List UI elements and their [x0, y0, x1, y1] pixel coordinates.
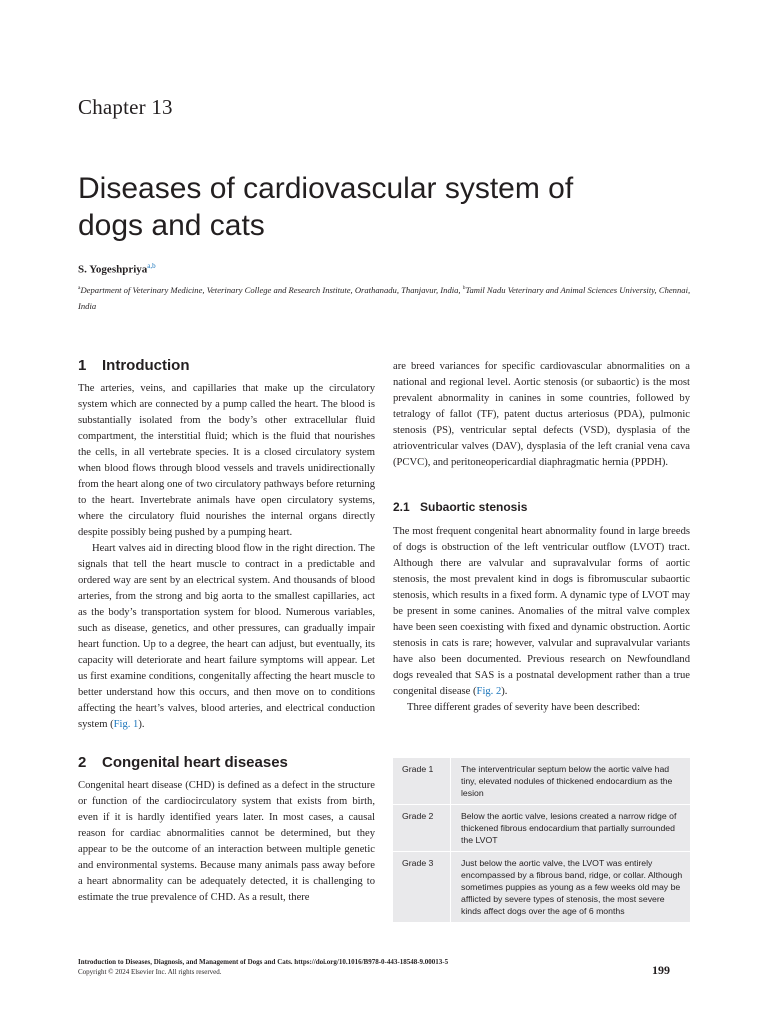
grade-label: Grade 1 [393, 758, 451, 805]
affil-b-mark: b [462, 285, 466, 291]
footer-copyright: Copyright © 2024 Elsevier Inc. All rights reserved. [78, 968, 222, 976]
grade-description: Below the aortic valve, lesions created a narrow ridge of thickened fibrous endocardium that partially surrounded the LVOT [451, 805, 691, 852]
section-1-number: 1 [78, 357, 87, 374]
left-column [78, 358, 375, 906]
grade-description: The interventricular septum below the aortic valve had tiny, elevated nodules of thickened endocardium as the lesion [451, 758, 691, 805]
grade-row [393, 805, 690, 852]
footer-citation: Introduction to Diseases, Diagnosis, and Management of Dogs and Cats. https://doi.org/10.1016/B978-0-443-18548-9.00013-5 [78, 958, 449, 966]
affiliations [78, 280, 698, 314]
author-affil-marks[interactable]: a,b [147, 262, 156, 270]
section-1-heading [78, 358, 375, 374]
title-line-1: Diseases of cardiovascular system of [78, 172, 574, 205]
severity-grades-table [393, 758, 690, 923]
section-2-1-heading [393, 499, 690, 515]
intro-paragraph-1: The arteries, veins, and capillaries that make up the circulatory system which are connected by a pump called the heart. The blood is substantially isolated from the body’s other extracellular fluid compartment, the interstitial fluid; which is the fluid that nourishes the cells, in all vertebrate species. It is a closed circulatory system when blood flows through blood vessels and travels unidirectionally from the heart along one of two circulatory pathways before returning to the heart. Invertebrate animals have open circulatory systems, where the circulatory fluid nourishes the internal organs directly despite possibly being pushed by a pumping heart. [78, 383, 375, 538]
grades-intro: Three different grades of severity have been described: [407, 702, 641, 713]
fig-2-link[interactable]: Fig. 2 [476, 686, 502, 697]
author-name: S. Yogeshpriya [78, 263, 148, 276]
grade-row [393, 758, 690, 805]
affil-b-text: Tamil Nadu Veterinary and Animal Sciences University, Chennai, India [78, 284, 691, 311]
section-1-title: Introduction [102, 357, 190, 374]
fig-1-link[interactable]: Fig. 1 [113, 719, 139, 730]
right-column [393, 359, 690, 716]
section-2-number: 2 [78, 754, 87, 771]
section-2-title: Congenital heart diseases [102, 754, 288, 771]
grade-row [393, 852, 690, 923]
section-2-heading [78, 755, 375, 771]
sas-paragraph-end: ). [501, 686, 508, 697]
title-line-2: dogs and cats [78, 209, 265, 242]
grade-description: Just below the aortic valve, the LVOT was entirely encompassed by a fibrous band, ridge, or collar. Although sometimes puppies as young as a few weeks old may be afflicted by severe types of stenosis, the most severe kinds affect dogs over the age of 6 months [451, 852, 691, 923]
intro-paragraph-2-end: ). [138, 719, 145, 730]
section-2-1-number: 2.1 [393, 500, 410, 514]
grade-label: Grade 3 [393, 852, 451, 923]
page-number: 199 [652, 963, 670, 977]
intro-paragraph-2 [78, 541, 375, 733]
chapter-label: Chapter 13 [78, 95, 173, 119]
grade-label: Grade 2 [393, 805, 451, 852]
section-2-1-title: Subaortic stenosis [420, 500, 528, 514]
sas-paragraph-text: The most frequent congenital heart abnormality found in large breeds of dogs is obstruction of the left ventricular outflow (LVOT) tract. Although there are valvular and supravalvular forms of aortic stenosis, the most prevalent kind in dogs is fibromuscular subaortic stenosis, which results in a fixed form. A dynamic type of LVOT may be present in some canines. Anomalies of the mitral valve complex have been seen coexisting with fixed and dynamic obstruction. Aortic stenosis in cats is rare; however, valvular and supravalvular variants have also been documented. Previous research on Newfoundland dogs revealed that SAS is a postnatal development rather than a true congenital disease ( [393, 526, 690, 697]
breed-variance-paragraph: are breed variances for specific cardiovascular abnormalities on a national and regional level. Aortic stenosis (or subaortic) is the most prevalent abnormality in canines in some countries, followed by tetralogy of fallot (TF), patent ductus arteriosus (PDA), pulmonic stenosis (PS), ventricular septal defects (VSD), dysplasia of the atrioventricular valves (DAV), dysplasia of the left cranial vena cava (PCVC), and peritoneopericardial diaphragmatic hernia (PPDH). [393, 361, 690, 468]
affil-a-text: Department of Veterinary Medicine, Veterinary College and Research Institute, Orathanadu, Thanjavur, India, [80, 284, 461, 295]
chapter-title [78, 170, 678, 244]
author [78, 262, 156, 276]
sas-paragraph [393, 524, 690, 700]
intro-paragraph-2-text: Heart valves aid in directing blood flow in the right direction. The signals that tell the heart muscle to contract in a predictable and ordered way are sent by an electrical system. And thousands of blood arteries, from the strong and big aorta to the smallest capillaries, act as the body’s transportation system for blood. Numerous variables, such as disease, genetics, and other pressures, can gradually impair heart function. Up to a degree, the heart can adjust, but eventually, its capacity will deteriorate and heart failure symptoms will appear. Let us first examine conditions, congenitally affecting the heart muscle to better understand how this occurs, and then move on to conditions affecting the heart’s valves, blood arteries, and electrical conduction system ( [78, 543, 375, 730]
affil-a-mark: a [78, 285, 81, 291]
chd-paragraph: Congenital heart disease (CHD) is defined as a defect in the structure or function of the cardiocirculatory system that exists from birth, even if it is hardly identified years later. In most cases, a causal reason for cardiac abnormalities cannot be determined, but they appear to be the outcome of an interaction between multiple genetic and environmental systems. Because many animals pass away before a heart abnormality can be adequately detected, it is challenging to estimate the true prevalence of CHD. As a result, there [78, 780, 375, 903]
